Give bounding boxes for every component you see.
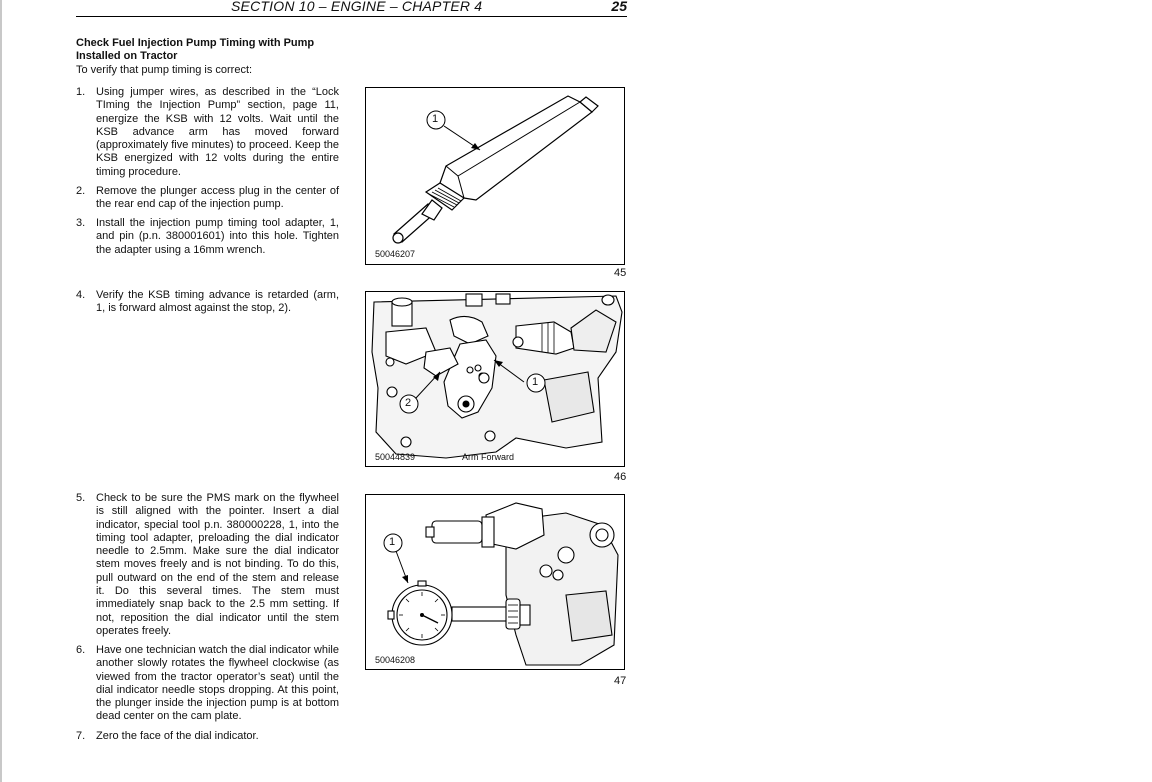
step-number: 1. xyxy=(76,86,86,98)
callout-1: 1 xyxy=(432,113,439,125)
step-text: Install the injection pump timing tool adapter, 1, and pin (p.n. 380001601) into this hole. Tighten the adapter using a 16mm wrench. xyxy=(96,217,339,256)
step-text: Remove the plunger access plug in the center of the rear end cap of the injection pump. xyxy=(96,185,339,211)
step-text: Zero the face of the dial indicator. xyxy=(96,730,259,742)
procedure-title: Check Fuel Injection Pump Timing with Pump Installed on Tractor xyxy=(76,37,315,62)
dial-indicator-drawing xyxy=(366,495,624,669)
step-number: 6. xyxy=(76,644,86,656)
figure-number-45: 45 xyxy=(614,267,627,279)
step-number: 7. xyxy=(76,730,86,742)
step-text: Have one technician watch the dial indicator while another slowly rotates the flywheel clockwise (as viewed from the tractor operator’s seat) until the dial indicator needle stops dropping. At this point, the plunger inside the injection pump is at bottom dead center on the cam plate. xyxy=(96,644,339,723)
step-text: Verify the KSB timing advance is retarded (arm, 1, is forward almost against the stop, 2). xyxy=(96,289,339,315)
step-number: 4. xyxy=(76,289,86,301)
page-edge-rule xyxy=(0,0,2,782)
figure-45-timing-tool-adapter xyxy=(365,87,625,265)
figure-code: 50044839 xyxy=(375,452,416,462)
step-number: 5. xyxy=(76,492,86,504)
figure-caption: Arm Forward xyxy=(462,452,515,462)
step-text: Check to be sure the PMS mark on the flywheel is still aligned with the pointer. Insert a dial indicator, special tool p.n. 380000228, 1, into the timing tool adapter, preloading the dial indicator needle to 2.5mm. Make sure the dial indicator stem moves freely and is not binding. To do this, pull outward on the end of the stem and release it. Do this several times. The stem must immediately snap back to the 2.5 mm setting. If not, reposition the dial indicator until the stem operates freely. xyxy=(96,492,339,637)
timing-tool-adapter-drawing xyxy=(366,88,624,264)
figure-number-47: 47 xyxy=(614,675,627,687)
procedure-intro: To verify that pump timing is correct: xyxy=(76,64,253,76)
callout-2: 2 xyxy=(405,397,412,409)
step-number: 3. xyxy=(76,217,86,229)
figure-code: 50046208 xyxy=(375,655,416,665)
figure-number-46: 46 xyxy=(614,471,627,483)
step-number: 2. xyxy=(76,185,86,197)
page-header xyxy=(76,0,627,17)
figure-46-ksb-advance-arm xyxy=(365,291,625,467)
page-number: 25 xyxy=(611,0,627,14)
ksb-advance-arm-drawing xyxy=(366,292,624,466)
figure-code: 50046207 xyxy=(375,249,416,259)
step-text: Using jumper wires, as described in the “Lock TIming the Injection Pump” section, page 11, energize the KSB with 12 volts. Wait until the KSB advance arm has moved forward (approximately five minutes) to proceed. Keep the KSB energized with 12 volts during the entire timing procedure. xyxy=(96,86,339,178)
section-title: SECTION 10 – ENGINE – CHAPTER 4 xyxy=(231,0,483,14)
callout-1: 1 xyxy=(532,376,539,388)
figure-47-dial-indicator xyxy=(365,494,625,670)
callout-1: 1 xyxy=(389,536,396,548)
